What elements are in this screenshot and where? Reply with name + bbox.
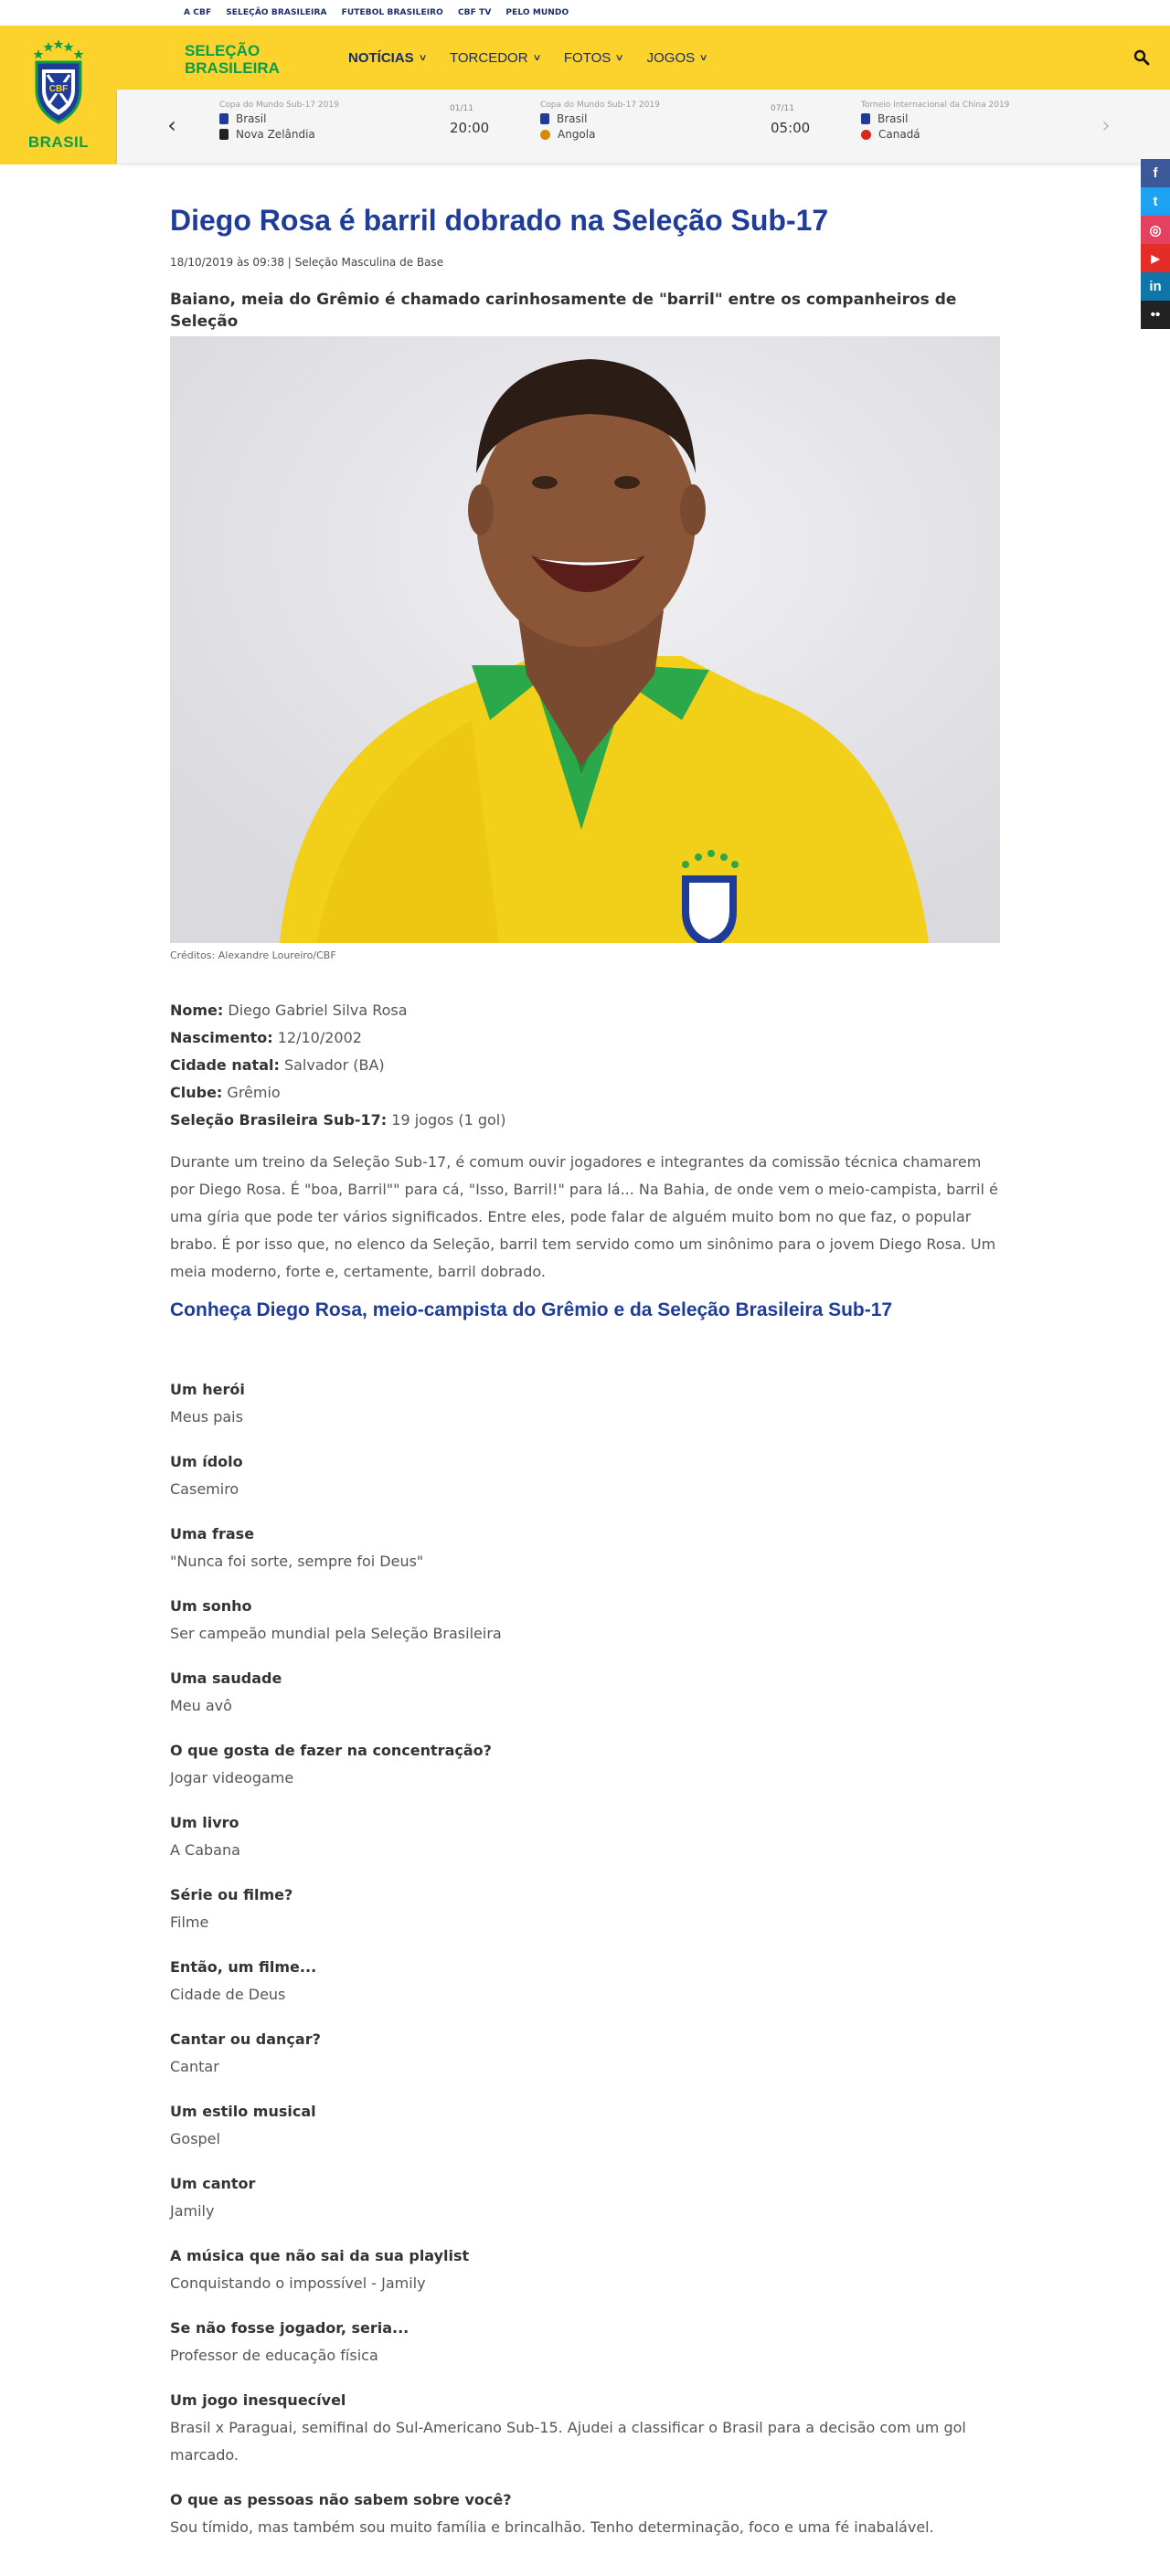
- qa-question: O que gosta de fazer na concentração?: [170, 1742, 492, 1759]
- qa-question: Uma frase: [170, 1525, 255, 1542]
- qa-item: [170, 2026, 1000, 2081]
- qa-question: Um livro: [170, 1814, 239, 1831]
- cbf-logo[interactable]: [0, 26, 117, 164]
- fact-row: Clube: Grêmio: [170, 1084, 281, 1101]
- article-photo: [170, 336, 1000, 943]
- article-title: Diego Rosa é barril dobrado na Seleção Sub-17: [170, 204, 829, 237]
- match-away-team: Angola: [540, 128, 842, 141]
- cbf-crest-icon: [33, 38, 84, 126]
- match-competition: Torneio Internacional da China 2019: [861, 101, 1010, 110]
- qa-question: Então, um filme...: [170, 1958, 317, 1976]
- brand-line-1: SELEÇÃO: [185, 42, 261, 59]
- match-home-team: Brasil: [219, 112, 521, 125]
- chevron-right-icon[interactable]: ›: [1101, 112, 1111, 138]
- svg-text:CBF: CBF: [48, 84, 69, 94]
- qa-question: Um herói: [170, 1381, 245, 1398]
- qa-answer: Ser campeão mundial pela Seleção Brasileira: [170, 1625, 502, 1642]
- qa-answer: Meu avô: [170, 1697, 232, 1714]
- qa-answer: Jogar videogame: [170, 1769, 294, 1786]
- brazil-flag-icon: [540, 113, 549, 124]
- main-nav: [348, 47, 730, 69]
- chevron-down-icon: ∨: [614, 52, 625, 63]
- fact-row: Nome: Diego Gabriel Silva Rosa: [170, 1002, 408, 1019]
- chevron-left-icon[interactable]: ‹: [167, 112, 176, 138]
- qa-answer: Brasil x Paraguai, semifinal do Sul-Americano Sub-15. Ajudei a classificar o Brasil para a decisão com um gol marcado.: [170, 2419, 966, 2464]
- top-link-cbftv[interactable]: CBF TV: [457, 8, 492, 17]
- twitter-icon[interactable]: t: [1141, 187, 1170, 216]
- qa-item: [170, 2242, 1000, 2297]
- qa-question: Um cantor: [170, 2175, 256, 2192]
- match-home-team: Brasil: [861, 112, 1163, 125]
- qa-question: Um ídolo: [170, 1453, 243, 1470]
- qa-item: [170, 1521, 1000, 1575]
- linkedin-icon[interactable]: in: [1141, 272, 1170, 301]
- qa-list: [170, 1376, 1000, 2559]
- match-home-team: Brasil: [540, 112, 842, 125]
- canada-flag-icon: [861, 130, 871, 140]
- qa-question: A música que não sai da sua playlist: [170, 2247, 470, 2264]
- player-facts: [170, 997, 1000, 1134]
- top-link-futebol[interactable]: FUTEBOL BRASILEIRO: [341, 8, 443, 17]
- qa-item: [170, 2387, 1000, 2469]
- facebook-icon[interactable]: f: [1141, 159, 1170, 187]
- qa-answer: A Cabana: [170, 1841, 240, 1859]
- article-meta: 18/10/2019 às 09:38 | Seleção Masculina de Base: [170, 256, 444, 269]
- qa-item: [170, 1954, 1000, 2009]
- qa-item: [170, 1882, 1000, 1936]
- qa-answer: Cantar: [170, 2058, 219, 2075]
- nav-jogos[interactable]: JOGOS ∨: [646, 49, 708, 66]
- brazil-flag-icon: [861, 113, 870, 124]
- fact-row: Nascimento: 12/10/2002: [170, 1029, 362, 1046]
- qa-answer: Conquistando o impossível - Jamily: [170, 2274, 426, 2292]
- qa-answer: Professor de educação física: [170, 2347, 378, 2364]
- logo-text: BRASIL: [27, 133, 90, 151]
- top-link-mundo[interactable]: PELO MUNDO: [505, 8, 569, 17]
- new-zealand-flag-icon: [219, 129, 229, 140]
- chevron-down-icon: ∨: [532, 52, 542, 63]
- qa-answer: Meus pais: [170, 1408, 243, 1426]
- qa-question: O que as pessoas não sabem sobre você?: [170, 2491, 512, 2508]
- nav-noticias[interactable]: NOTÍCIAS ∨: [348, 49, 428, 66]
- qa-question: Um estilo musical: [170, 2103, 316, 2120]
- nav-fotos[interactable]: FOTOS ∨: [563, 49, 625, 66]
- flickr-icon[interactable]: ••: [1141, 301, 1170, 329]
- qa-answer: "Nunca foi sorte, sempre foi Deus": [170, 1553, 424, 1570]
- instagram-icon[interactable]: ◎: [1141, 216, 1170, 244]
- qa-answer: Sou tímido, mas também sou muito família e brincalhão. Tenho determinação, foco e uma fé inabalável.: [170, 2518, 934, 2536]
- qa-answer: Filme: [170, 1913, 209, 1931]
- match-date: 01/11: [450, 104, 473, 113]
- match-time: 05:00: [771, 120, 811, 136]
- match-time: 20:00: [450, 120, 490, 136]
- social-sidebar: [1141, 159, 1170, 329]
- top-links: [184, 0, 569, 26]
- qa-item: [170, 1737, 1000, 1792]
- qa-question: Se não fosse jogador, seria...: [170, 2319, 410, 2337]
- qa-item: [170, 1448, 1000, 1503]
- match-date: 07/11: [771, 104, 794, 113]
- article-paragraph: Durante um treino da Seleção Sub-17, é comum ouvir jogadores e integrantes da comissão técnica chamarem por Diego Rosa. É "boa, Barril"" para cá, "Isso, Barril!" para lá... Na Bahia, de onde vem o meio-campista, barril é uma gíria que pode ter vários significados. Entre eles, pode falar de alguém muito bom no que faz, o popular brabo. É por isso que, no elenco da Seleção, barril tem servido como um sinônimo para o jovem Diego Rosa. Um meia moderno, forte e, certamente, barril dobrado.: [170, 1153, 998, 1280]
- search-icon[interactable]: [1133, 49, 1150, 66]
- section-heading: Conheça Diego Rosa, meio-campista do Grêmio e da Seleção Brasileira Sub-17: [170, 1299, 893, 1320]
- fact-row: Cidade natal: Salvador (BA): [170, 1056, 385, 1074]
- qa-item: [170, 2486, 1000, 2541]
- match-card[interactable]: [540, 101, 842, 152]
- qa-answer: Casemiro: [170, 1480, 239, 1498]
- player-portrait: [170, 336, 1000, 943]
- qa-answer: Gospel: [170, 2130, 220, 2147]
- qa-answer: Jamily: [170, 2202, 215, 2220]
- qa-question: Cantar ou dançar?: [170, 2030, 321, 2048]
- qa-item: [170, 1809, 1000, 1864]
- qa-question: Um sonho: [170, 1597, 252, 1615]
- qa-item: [170, 2098, 1000, 2153]
- qa-item: [170, 2170, 1000, 2225]
- qa-item: [170, 1376, 1000, 1431]
- qa-item: [170, 1593, 1000, 1648]
- match-competition: Copa do Mundo Sub-17 2019: [540, 101, 660, 110]
- article-subtitle: Baiano, meia do Grêmio é chamado carinhosamente de "barril" entre os companheiros de Seleção: [170, 291, 957, 331]
- qa-item: [170, 1665, 1000, 1720]
- qa-question: Uma saudade: [170, 1670, 282, 1687]
- match-card[interactable]: [219, 101, 521, 152]
- top-link-cbf[interactable]: A CBF: [184, 8, 212, 17]
- angola-flag-icon: [540, 130, 550, 140]
- qa-question: Série ou filme?: [170, 1886, 293, 1903]
- qa-answer: Cidade de Deus: [170, 1986, 286, 2003]
- match-competition: Copa do Mundo Sub-17 2019: [219, 101, 339, 110]
- chevron-down-icon: ∨: [698, 52, 708, 63]
- qa-question: Um jogo inesquecível: [170, 2391, 346, 2409]
- youtube-icon[interactable]: ▶: [1141, 244, 1170, 272]
- brand-line-2: BRASILEIRA: [185, 59, 280, 77]
- top-bar: [0, 0, 1170, 26]
- match-away-team: Nova Zelândia: [219, 128, 521, 141]
- fact-row: Seleção Brasileira Sub-17: 19 jogos (1 gol): [170, 1111, 506, 1129]
- brazil-flag-icon: [219, 113, 229, 124]
- photo-credits: Créditos: Alexandre Loureiro/CBF: [170, 949, 336, 961]
- qa-item: [170, 2315, 1000, 2369]
- match-away-team: Canadá: [861, 128, 1163, 141]
- brand-title[interactable]: [185, 42, 280, 77]
- article: [170, 203, 1000, 2536]
- chevron-down-icon: ∨: [418, 52, 428, 63]
- top-link-selecao[interactable]: SELEÇÃO BRASILEIRA: [226, 8, 327, 17]
- match-strip: [117, 90, 1170, 163]
- nav-torcedor[interactable]: TORCEDOR ∨: [450, 49, 542, 66]
